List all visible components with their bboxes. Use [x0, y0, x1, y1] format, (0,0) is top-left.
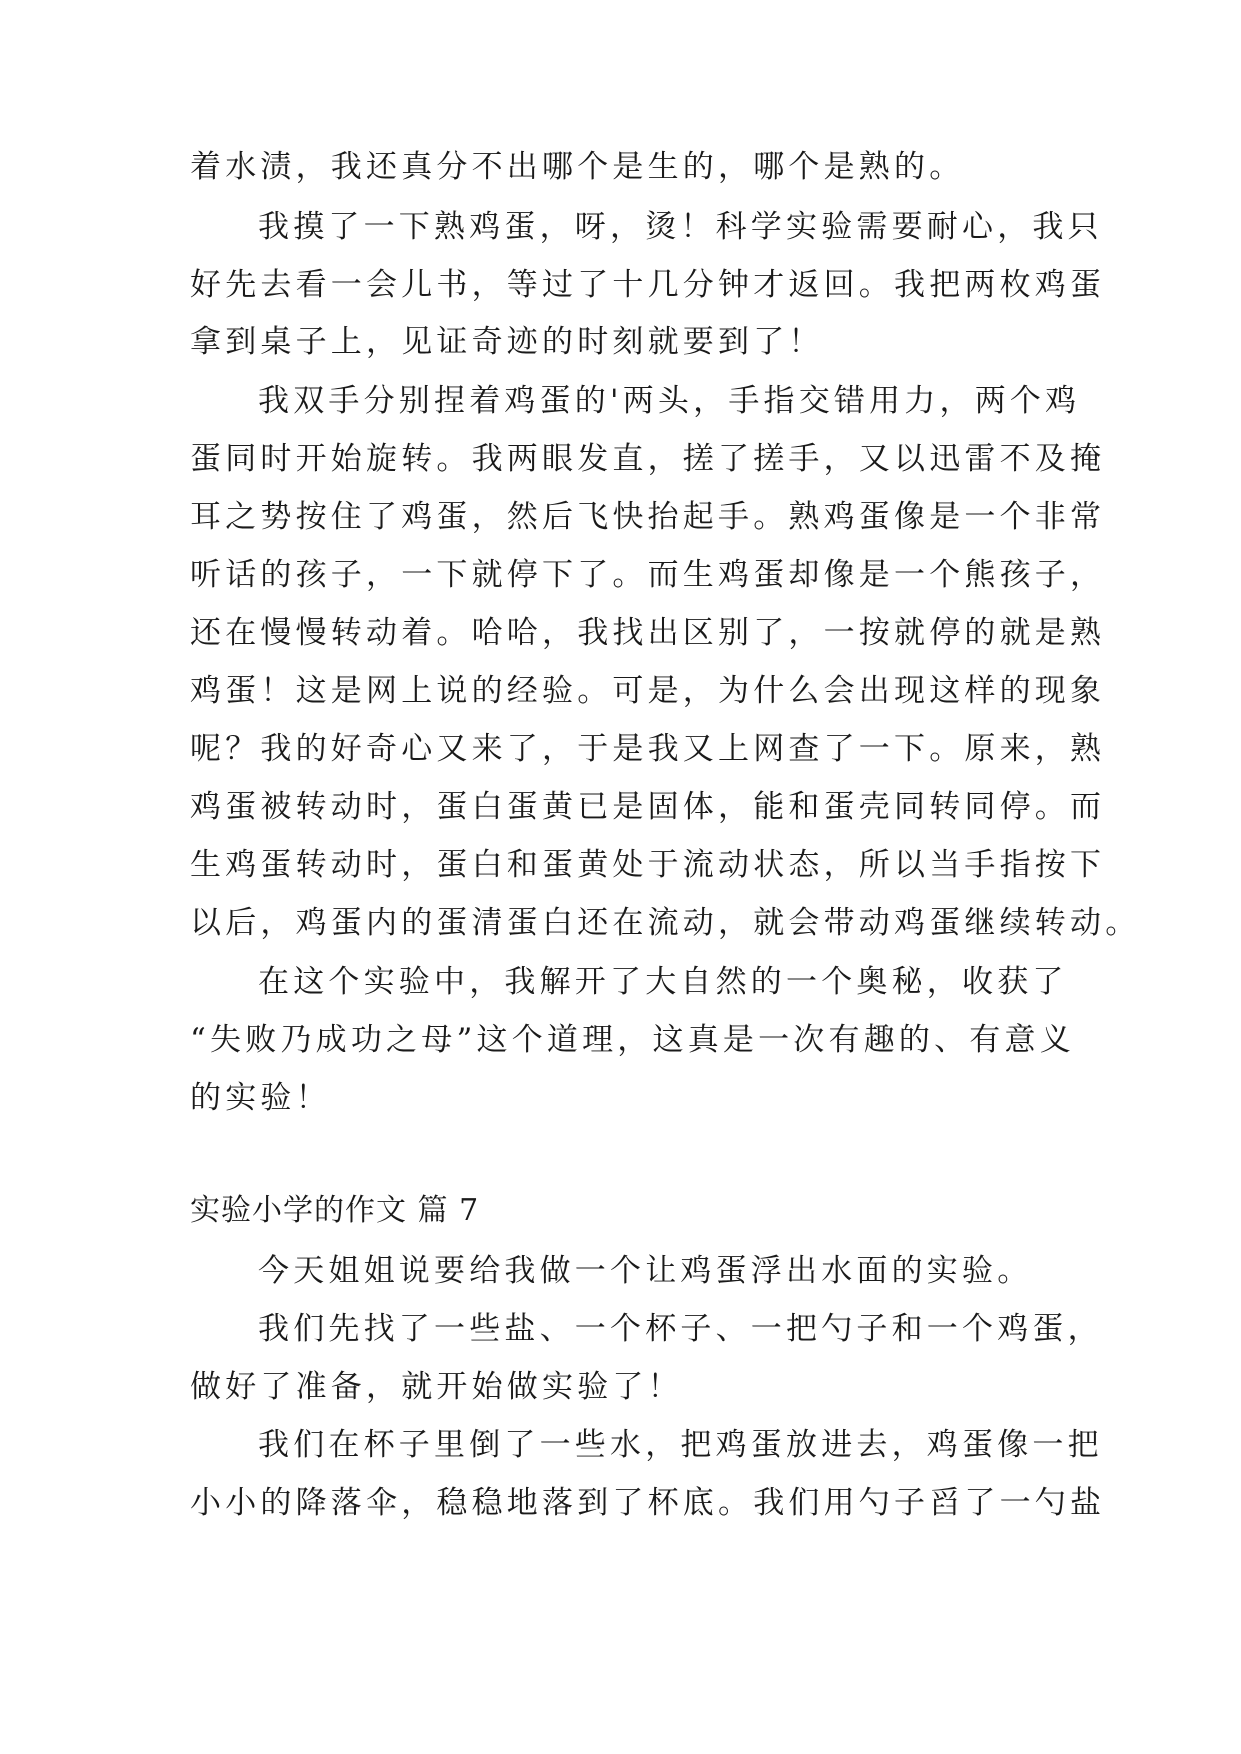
paragraph-start: 我们在杯子里倒了一些水，把鸡蛋放进去，鸡蛋像一把 — [258, 1427, 1103, 1463]
paragraph-start: 我们先找了一些盐、一个杯子、一把勺子和一个鸡蛋， — [258, 1311, 1103, 1347]
text-line: 小小的降落伞，稳稳地落到了杯底。我们用勺子舀了一勺盐 — [190, 1485, 1106, 1521]
paragraph-start: 我双手分别捏着鸡蛋的'两头，手指交错用力，两个鸡 — [258, 383, 1081, 419]
text-line: 着水渍，我还真分不出哪个是生的，哪个是熟的。 — [190, 149, 965, 185]
text-line: 好先去看一会儿书，等过了十几分钟才返回。我把两枚鸡蛋 — [190, 267, 1106, 303]
text-line: 呢？我的好奇心又来了，于是我又上网查了一下。原来，熟 — [190, 731, 1106, 767]
text-line: 生鸡蛋转动时，蛋白和蛋黄处于流动状态，所以当手指按下 — [190, 847, 1106, 883]
section-heading: 实验小学的作文 篇 7 — [190, 1193, 480, 1228]
text-line: 鸡蛋！这是网上说的经验。可是，为什么会出现这样的现象 — [190, 673, 1106, 709]
text-line: 的实验！ — [190, 1080, 331, 1116]
text-line: 听话的孩子，一下就停下了。而生鸡蛋却像是一个熊孩子， — [190, 557, 1106, 593]
text-line: 以后，鸡蛋内的蛋清蛋白还在流动，就会带动鸡蛋继续转动。 — [190, 905, 1141, 941]
text-line: 拿到桌子上，见证奇迹的时刻就要到了！ — [190, 324, 824, 360]
text-line: 耳之势按住了鸡蛋，然后飞快抬起手。熟鸡蛋像是一个非常 — [190, 499, 1106, 535]
text-line: 鸡蛋被转动时，蛋白蛋黄已是固体，能和蛋壳同转同停。而 — [190, 789, 1106, 825]
text-line: 蛋同时开始旋转。我两眼发直，搓了搓手，又以迅雷不及掩 — [190, 441, 1106, 477]
paragraph-start: 我摸了一下熟鸡蛋，呀，烫！科学实验需要耐心，我只 — [258, 209, 1103, 245]
paragraph-start: 在这个实验中，我解开了大自然的一个奥秘，收获了 — [258, 964, 1068, 1000]
text-line: 做好了准备，就开始做实验了！ — [190, 1369, 683, 1405]
text-line: 还在慢慢转动着。哈哈，我找出区别了，一按就停的就是熟 — [190, 615, 1106, 651]
paragraph-start: 今天姐姐说要给我做一个让鸡蛋浮出水面的实验。 — [258, 1253, 1033, 1289]
text-line: “失败乃成功之母”这个道理，这真是一次有趣的、有意义 — [190, 1022, 1075, 1058]
